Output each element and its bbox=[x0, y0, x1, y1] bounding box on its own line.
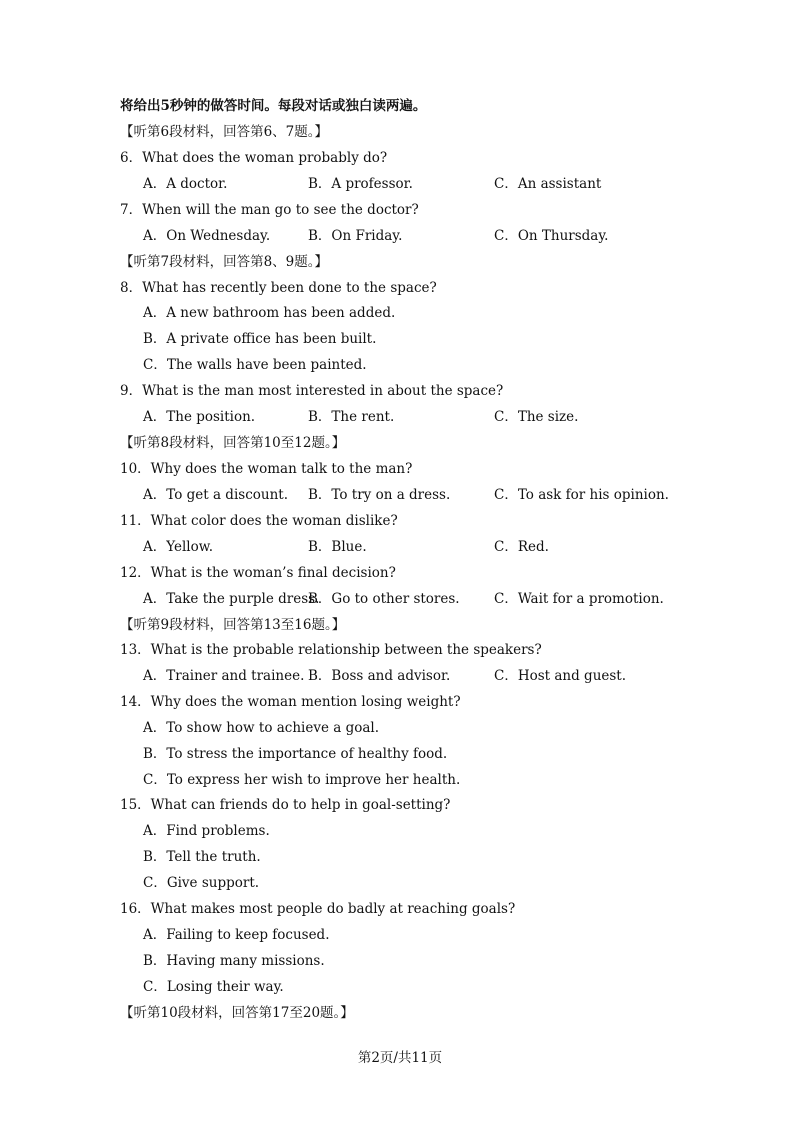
option-b: B．To try on a dress. bbox=[308, 487, 451, 503]
question-stem: 14．Why does the woman mention losing weight? bbox=[120, 694, 461, 710]
option-b: B．Tell the truth. bbox=[143, 849, 261, 865]
option-a: A．Trainer and trainee. bbox=[143, 668, 305, 684]
option-a: A．To get a discount. bbox=[143, 487, 288, 503]
option-c: C．On Thursday. bbox=[494, 228, 609, 244]
option-c: C．Give support. bbox=[143, 875, 260, 891]
option-b: B．A private office has been built. bbox=[143, 331, 377, 347]
option-c: C．The walls have been painted. bbox=[143, 357, 367, 373]
option-a: A．Take the purple dress. bbox=[143, 591, 320, 607]
option-c: C．An assistant bbox=[494, 176, 602, 192]
question-stem: 12．What is the woman’s final decision? bbox=[120, 565, 396, 581]
question-stem: 15．What can friends do to help in goal-setting? bbox=[120, 797, 451, 813]
option-c: C．The size. bbox=[494, 409, 579, 425]
question-stem: 11．What color does the woman dislike? bbox=[120, 513, 398, 529]
question-stem: 16．What makes most people do badly at reaching goals? bbox=[120, 901, 516, 917]
section-header: 【听第9段材料，回答第13至16题。】 bbox=[120, 617, 346, 633]
option-c: C．To ask for his opinion. bbox=[494, 487, 669, 503]
option-b: B．Having many missions. bbox=[143, 953, 325, 969]
option-b: B．Blue. bbox=[308, 539, 367, 555]
option-b: B．To stress the importance of healthy food. bbox=[143, 746, 448, 762]
option-b: B．A professor. bbox=[308, 176, 413, 192]
option-a: A．A new bathroom has been added. bbox=[143, 305, 396, 321]
section-header: 【听第8段材料，回答第10至12题。】 bbox=[120, 435, 346, 451]
section-header: 【听第7段材料，回答第8、9题。】 bbox=[120, 254, 329, 270]
option-a: A．A doctor. bbox=[143, 176, 228, 192]
option-b: B．Boss and advisor. bbox=[308, 668, 451, 684]
question-stem: 6．What does the woman probably do? bbox=[120, 150, 388, 166]
option-c: C．To express her wish to improve her health. bbox=[143, 772, 461, 788]
option-a: A．On Wednesday. bbox=[143, 228, 271, 244]
option-a: A．Find problems. bbox=[143, 823, 270, 839]
question-stem: 8．What has recently been done to the space? bbox=[120, 280, 437, 296]
option-c: C．Wait for a promotion. bbox=[494, 591, 664, 607]
option-a: A．Failing to keep focused. bbox=[143, 927, 330, 943]
question-stem: 7．When will the man go to see the doctor? bbox=[120, 202, 419, 218]
option-c: C．Red. bbox=[494, 539, 549, 555]
option-c: C．Host and guest. bbox=[494, 668, 627, 684]
question-stem: 9．What is the man most interested in about the space? bbox=[120, 383, 504, 399]
option-a: A．Yellow. bbox=[143, 539, 213, 555]
option-c: C．Losing their way. bbox=[143, 979, 284, 995]
page-number-footer: 第2页/共11页 bbox=[357, 1050, 443, 1066]
option-b: B．Go to other stores. bbox=[308, 591, 460, 607]
section-header: 【听第10段材料，回答第17至20题。】 bbox=[120, 1005, 354, 1021]
option-b: B．The rent. bbox=[308, 409, 395, 425]
option-a: A．The position. bbox=[143, 409, 256, 425]
question-stem: 13．What is the probable relationship between the speakers? bbox=[120, 642, 542, 658]
intro-text: 将给出5秒钟的做答时间。每段对话或独白读两遍。 bbox=[120, 98, 427, 114]
section-header: 【听第6段材料，回答第6、7题。】 bbox=[120, 124, 329, 140]
option-a: A．To show how to achieve a goal. bbox=[143, 720, 380, 736]
question-stem: 10．Why does the woman talk to the man? bbox=[120, 461, 413, 477]
option-b: B．On Friday. bbox=[308, 228, 403, 244]
